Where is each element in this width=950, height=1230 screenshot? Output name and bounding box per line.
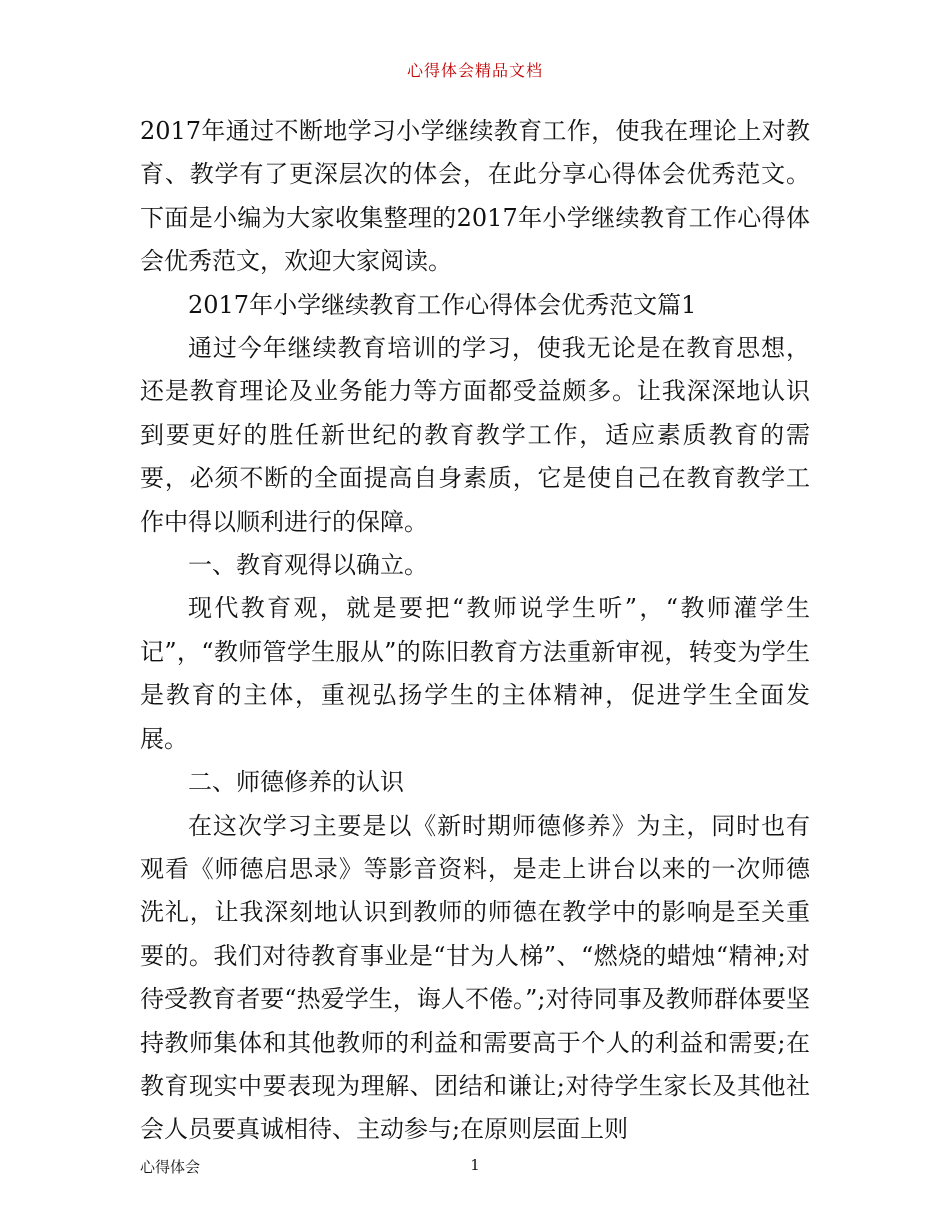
paragraph-body: 在这次学习主要是以《新时期师德修养》为主，同时也有观看《师德启思录》等影音资料，是走上讲台以来的一次师德洗礼，让我深刻地认识到教师的师德在教学中的影响是至关重要的。我们对待教育事业是“甘为人梯”、“燃烧的蜡烛“精神;对待受教育者要“热爱学生，诲人不倦。”;对待同事及教师群体要坚持教师集体和其他教师的利益和需要高于个人的利益和需要;在教育现实中要表现为理解、团结和谦让;对待学生家长及其他社会人员要真诚相待、主动参与;在原则层面上则	[140, 811, 810, 1144]
subheading-ethics: 二、师德修养的认识	[188, 768, 404, 797]
page-number: 1	[470, 1156, 480, 1174]
paragraph-intro: 2017年通过不断地学习小学继续教育工作，使我在理论上对教育、教学有了更深层次的体会，在此分享心得体会优秀范文。下面是小编为大家收集整理的2017年小学继续教育工作心得体会优秀范文，欢迎大家阅读。	[140, 117, 810, 276]
paragraph-body: 现代教育观，就是要把“教师说学生听”，“教师灌学生记”，“教师管学生服从”的陈旧教育方法重新审视，转变为学生是教育的主体，重视弘扬学生的主体精神，促进学生全面发展。	[140, 594, 810, 753]
footer-label: 心得体会	[140, 1158, 201, 1176]
subheading-education-view: 一、教育观得以确立。	[188, 551, 428, 580]
page-header-title: 心得体会精品文档	[406, 61, 543, 80]
paragraph-body: 通过今年继续教育培训的学习，使我无论是在教育思想，还是教育理论及业务能力等方面都受益颇多。让我深深地认识到要更好的胜任新世纪的教育教学工作，适应素质教育的需要，必须不断的全面提高自身素质，它是使自己在教育教学工作中得以顺利进行的保障。	[140, 334, 810, 536]
document-body	[140, 110, 810, 1152]
section-title: 2017年小学继续教育工作心得体会优秀范文篇1	[188, 290, 697, 319]
